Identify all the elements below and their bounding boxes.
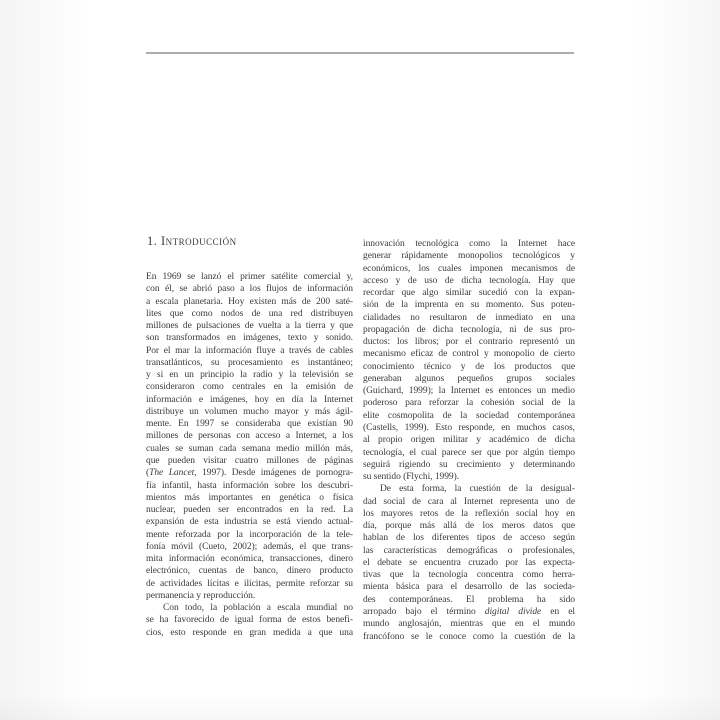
text-line xyxy=(363,606,575,618)
page-edge-shade-right xyxy=(632,0,720,720)
text-run: nuclear, pueden ser encontrados en la red. La xyxy=(146,505,353,516)
text-run: En 1969 se lanzó el primer satélite comercial y, xyxy=(146,272,353,282)
text-run: su sentido (Flychi, 1999). xyxy=(363,472,460,483)
text-run: transatlánticos, su procesamiento es instantáneo; xyxy=(146,357,353,368)
text-run: de actividades lícitas e ilícitas, permite reforzar su xyxy=(146,578,353,589)
text-line xyxy=(363,496,575,508)
text-run: mecanismo eficaz de control y monopolio de cierto xyxy=(363,349,575,360)
page-edge-shade-left xyxy=(0,0,92,720)
text-run: poderoso para reforzar la cohesión social de la xyxy=(363,398,575,409)
text-run: seguirá rigiendo su crecimiento y determinando xyxy=(363,459,575,470)
text-run: Con todo, la población a escala mundial no xyxy=(163,603,353,614)
text-line xyxy=(363,483,575,495)
right-column xyxy=(363,238,575,643)
text-line xyxy=(363,618,575,630)
text-run: (Guichard, 1999); la Internet es entonces un medio xyxy=(363,386,575,397)
text-run: expansión de esta industria se está viendo actual- xyxy=(146,517,353,528)
text-line xyxy=(146,480,353,492)
text-run: día, porque más allá de los meros datos que xyxy=(363,521,575,532)
italic-text-run: digital divide xyxy=(484,606,542,617)
text-run: lites que como nodos de una red distribuyen xyxy=(146,308,353,319)
text-line xyxy=(363,373,575,385)
text-run: hablan de los diferentes tipos de acceso según xyxy=(363,533,575,544)
text-run: ( xyxy=(146,468,150,479)
text-line xyxy=(146,602,353,614)
text-run: des contemporáneas. El problema ha sido xyxy=(363,594,575,605)
text-line xyxy=(146,418,353,430)
text-line xyxy=(363,250,575,262)
text-line xyxy=(363,397,575,409)
text-line xyxy=(146,357,353,369)
text-run: tecnología, el cual parece ser que por algún tiempo xyxy=(363,447,575,458)
text-run: en el xyxy=(541,606,575,617)
text-line xyxy=(146,443,353,455)
text-line xyxy=(363,434,575,446)
text-line xyxy=(363,532,575,544)
text-run: De esta forma, la cuestión de la desigual- xyxy=(380,484,575,495)
text-line xyxy=(146,492,353,504)
text-run: cialidades no resultaron de inmediato en una xyxy=(363,312,575,323)
text-line xyxy=(363,299,575,311)
text-line xyxy=(363,348,575,360)
text-line xyxy=(363,459,575,471)
text-line xyxy=(146,529,353,541)
text-line xyxy=(363,336,575,348)
text-run: el debate se encuentra cruzado por las expecta- xyxy=(363,557,575,568)
text-run: con él, se abrió paso a los flujos de información xyxy=(146,284,353,295)
text-run: recordar que algo similar sucedió con la expan- xyxy=(363,288,575,299)
text-line xyxy=(146,381,353,393)
text-line xyxy=(363,238,575,250)
text-line xyxy=(146,614,353,626)
text-run: ductos: los libros; por el contrario representó un xyxy=(363,337,575,348)
text-line xyxy=(146,455,353,467)
text-run: y si en un principio la radio y la televisión se xyxy=(146,370,353,381)
text-line xyxy=(146,332,353,344)
text-line xyxy=(146,430,353,442)
text-line xyxy=(146,308,353,320)
text-line xyxy=(363,410,575,422)
text-line xyxy=(363,594,575,606)
text-line xyxy=(363,361,575,373)
text-run: permanencia y reproducción. xyxy=(146,590,256,601)
page-edge-shade-bottom xyxy=(0,694,720,720)
text-run: consideraron como centrales en la emisión de xyxy=(146,382,353,393)
text-run: propagación de dicha tecnología, ni de sus pro- xyxy=(363,324,575,335)
text-line xyxy=(146,345,353,357)
left-column xyxy=(146,271,353,639)
text-run: cios, esto responde en gran medida a que una xyxy=(146,627,353,638)
text-line xyxy=(146,394,353,406)
italic-text-run: The Lancet xyxy=(149,468,195,479)
text-line xyxy=(146,369,353,381)
text-line xyxy=(363,545,575,557)
text-run: elite cosmopolita de la sociedad contemporánea xyxy=(363,410,575,421)
text-line xyxy=(363,631,575,643)
header-rule xyxy=(146,52,574,54)
text-run: fonía móvil (Cueto, 2002); además, el que trans- xyxy=(146,541,353,552)
text-line xyxy=(363,581,575,593)
text-run: cuales se suman cada semana medio millón más, xyxy=(146,443,353,454)
text-line xyxy=(363,557,575,569)
text-run: que pueden visitar cuatro millones de páginas xyxy=(146,455,353,466)
text-line xyxy=(146,320,353,332)
text-line xyxy=(146,296,353,308)
text-run: los mayores retos de la reflexión social hoy en xyxy=(363,508,575,519)
text-line xyxy=(146,565,353,577)
text-line xyxy=(146,406,353,418)
text-line xyxy=(363,324,575,336)
text-line xyxy=(146,504,353,516)
text-run: (Castells, 1999). Esto responde, en muchos casos, xyxy=(363,422,575,433)
text-line xyxy=(146,467,353,479)
text-run: mientos más importantes en genética o física xyxy=(146,492,353,503)
text-line xyxy=(363,471,575,483)
text-run: innovación tecnológica como la Internet hace xyxy=(363,239,575,249)
text-line xyxy=(146,541,353,553)
text-run: mente reforzada por la incorporación de la tele- xyxy=(146,529,353,540)
section-heading: 1. Introducción xyxy=(147,234,237,248)
text-run: generar rápidamente monopolios tecnológicos y xyxy=(363,251,575,262)
text-line xyxy=(363,422,575,434)
text-line xyxy=(146,578,353,590)
text-run: electrónico, cuentas de banco, dinero producto xyxy=(146,566,353,577)
text-line xyxy=(363,508,575,520)
text-run: al propio origen militar y académico de dicha xyxy=(363,435,575,446)
text-line xyxy=(363,287,575,299)
text-run: francófono se le conoce como la cuestión de la xyxy=(363,631,575,642)
text-run: mienta básica para el desarrollo de las socieda- xyxy=(363,582,575,593)
text-run: conocimiento técnico y de los productos que xyxy=(363,361,575,372)
text-line xyxy=(363,263,575,275)
text-line xyxy=(146,627,353,639)
text-line xyxy=(146,283,353,295)
text-run: información e imágenes, hoy en día la Internet xyxy=(146,394,353,405)
text-run: distribuye un volumen mucho mayor y más ágil- xyxy=(146,406,353,417)
text-line xyxy=(146,590,353,602)
text-run: millones de pulsaciones de vuelta a la tierra y que xyxy=(146,321,353,332)
text-run: sión de la imprenta en su momento. Sus poten- xyxy=(363,300,575,311)
text-line xyxy=(363,275,575,287)
text-run: las características demográficas o profesionales, xyxy=(363,545,575,556)
text-run: , 1997). Desde imágenes de pornogra- xyxy=(194,468,353,479)
text-line xyxy=(363,520,575,532)
text-run: mundo anglosajón, mientras que en el mundo xyxy=(363,619,575,630)
text-line xyxy=(146,553,353,565)
text-run: generaban algunos pequeños grupos sociales xyxy=(363,373,575,384)
text-run: fía infantil, hasta información sobre los descubri- xyxy=(146,480,353,491)
text-run: acceso y de uso de dicha tecnología. Hay que xyxy=(363,275,575,286)
text-line xyxy=(363,447,575,459)
text-run: se ha favorecido de igual forma de estos benefi- xyxy=(146,615,353,626)
text-line xyxy=(146,271,353,283)
text-run: son transformados en imágenes, texto y sonido. xyxy=(146,333,353,344)
text-run: económicos, los cuales imponen mecanismos de xyxy=(363,263,575,274)
text-line xyxy=(363,569,575,581)
text-run: tivas que la tecnología concentra como herra- xyxy=(363,570,575,581)
text-line xyxy=(146,516,353,528)
text-run: mente. En 1997 se consideraba que existían 90 xyxy=(146,419,353,430)
text-line xyxy=(363,312,575,324)
text-run: Por el mar la información fluye a través de cables xyxy=(146,345,353,356)
text-line xyxy=(363,385,575,397)
text-run: mita información económica, transacciones, dinero xyxy=(146,554,353,565)
text-run: a escala planetaria. Hoy existen más de 200 saté- xyxy=(146,296,353,307)
text-run: millones de personas con acceso a Internet, a los xyxy=(146,431,353,442)
text-run: arropado bajo el término xyxy=(363,606,485,617)
text-run: dad social de cara al Internet representa uno de xyxy=(363,496,575,507)
